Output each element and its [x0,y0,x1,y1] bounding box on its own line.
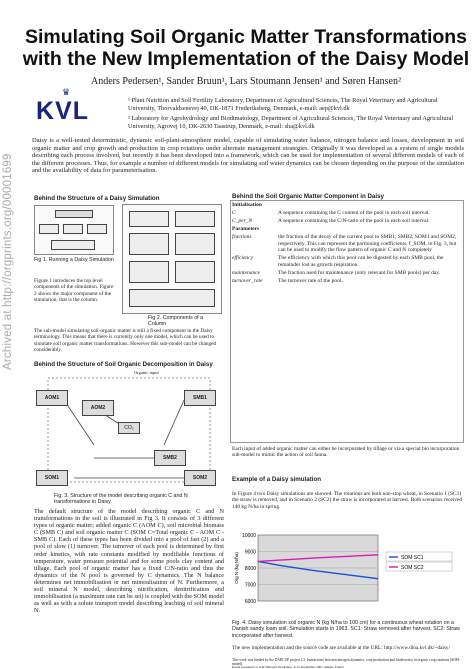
figure-3-caption: Fig. 3. Structure of the model describing organic C and N transformations in Daisy. [54,493,188,506]
params-row [232,270,462,278]
section-heading-example: Example of a Daisy simulation [232,476,322,483]
param-description: The turnover rate of the pool. [278,277,343,284]
title-line-1: Simulating Soil Organic Matter Transformations [24,26,468,48]
param-description: the fraction of the decay of the current pool to SMB1, SMB2, SOM1 and SOM2, respectively. This can represent the partioning coefficients, f_SOM, in Fig. 3, but can be used to modify the flow pattern of organic C and N completely [278,234,457,253]
figure-1-caption: Fig 1. Running a Daisy Simulation [34,257,114,263]
smb1-box: SMB1 [184,390,216,406]
figure-1-text: Figure 1 introduces the top level components of the simulation. Figure 2 shows the major component of the simulation, that is the column. [34,278,114,303]
aom1-box: AOM1 [36,390,68,406]
legend-label: SOM SC1 [401,554,424,561]
aom2-box: AOM2 [82,400,114,416]
params-row [232,255,462,270]
som1-box: SOM1 [36,470,68,486]
y-axis-label: Org N (kg N/ha) [234,552,239,584]
archive-stamp [2,70,16,370]
affiliation-2: ² Laboratory for Agrohydrology and Biodimatology, Department of Agricultural Sciences, The Royal Veterinary and Agricultural University, Agrovej 10, DK-2630 Taastrup, Denmark, e-mail: sha@kvl.dk [128,115,454,130]
submodel-text: The sub-model simulating soil-organic matter is still a fixed component in the Daisy terminology. This means that there is currently only one model, which can be used to simulate soil organic matter transformations. However this sub-model can be changed considerably. [34,328,217,353]
archive-text: Archived at http://orgprints.org/00001699 [2,153,14,370]
poster-title [22,26,470,70]
figure-4-chart [232,531,464,617]
param-description: The fraction used for maintenance (only relevant for SMB pools) per day. [278,269,441,276]
params-group-row [232,202,462,210]
param-name: turnover_rate [232,277,263,284]
param-name: efficiency [232,255,254,261]
param-name: C [232,210,236,216]
abstract: Daisy is a well-tested deterministic, dynamic soil-plant-atmosphere model, capable of simulating water balance, nitrogen balance and losses, development in soil organic matter and crop growth and production in crop rotations under alternate management strategies. Originally it was developed as a system of single models describing each process involved, but recently it has been developed into a framework, which can be used for implementation of several different models of each of the different processes. Thus, for example a number of different models for simulating soil water dynamics can be chosen depending on the purpose of the simulation and the availability of data for parameterisation. [32,137,464,175]
source-url-text: The new implementation and the source code are available at the URL: http://www.dina.kvl.dk/~daisy/ [232,645,451,651]
section-heading-decomposition: Behind the Structure of Soil Organic Decomposition in Daisy [34,361,213,368]
y-tick-label: 7000 [244,582,256,589]
logo-text: KVL [36,97,89,125]
figure-3-diagram [34,370,224,490]
param-description: The efficiency with which this pool can be digested by each SMB pool, the remainder lost as growth respiration. [278,255,444,268]
co2-box: CO₂ [118,422,140,434]
affiliation-1: ¹ Plant Nutrition and Soil Fertility Laboratory, Department of Agricultural Sciences, The Royal Veterinary and Agricultural University, Thorvaldsensvej 40, DK-1871 Frederiksberg, Denmark, e-mail: aep@kvl.dk [128,97,438,112]
figure-3-text: The default structure of the model describing organic C and N transformations in the soil is illustrated in Fig 3. It consists of 3 different types of organic matter; added organic C (AOM C), soil microbial biomass C (SMB C) and soil organic matter C (SOM C=Total organic C - AOM C - SMB C). Each of these types has been divided into a pool of fast (2) and a pool of slow (1) turnover. The turnover of each pool is determined by first order kinetics, with rate constants modified by modifiable functions of temperature, water pressure potential and for some pools clay content and tillage. Each pool of organic matter has a fixed C/N-ratio and thus the dynamics of the N pool is governed by C dynamics. The N balance determines net immobilisation or net mineralisation of N. Furthermore, a soil mineral N model, describing nitrification, denitrification and immobilisation (a maximum rate can be set) is coupled with the SOM model as well as with a solute transport model describing leaching of soil mineral N. [34,508,224,615]
params-table [232,202,462,286]
aom-text: Each input of added organic matter can either be incorporated by tillage or via a special bio incorporation sub-model to mimic the action of soil fauna. [232,446,460,459]
organic-input-label: Organic input [134,370,159,375]
param-name: fractions [232,234,252,240]
params-group-label: Initialisation [232,202,262,208]
som2-box: SOM2 [184,470,216,486]
param-description: A sequence containing the C/N-ratio of the pool in each soil interval. [278,218,430,224]
param-name: C_per_N [232,218,253,224]
y-tick-label: 6000 [244,598,256,605]
smb2-box: SMB2 [154,450,186,466]
params-row [232,218,462,226]
param-name: maintenance [232,269,261,276]
params-group-label: Parameters [232,226,260,232]
funding-note: This work was funded by the DARCOF project I.3: Interactions between nitrogen dynamics, crop production and biodiversity in organic crop rotations (SOM-model). [232,658,461,666]
params-row [232,278,462,286]
section-heading-component: Behind the Soil Organic Matter Component in Daisy [232,193,384,200]
y-tick-label: 9000 [244,549,256,556]
poster-note: Poster presented at 11th Nitrogen Workshop, 9-12 September 2001, Reims, France [232,665,345,669]
crown-icon: ♛ [62,87,71,97]
figure-1-diagram [34,205,114,255]
example-text: In Figure 4 two Daisy simulations are showed. The rotations are both non-stop wheat, in Scenario 1 (SC1) the straw is removed, and in Scenario 2 (SC2) the straw is incorporated at harvest. Both scenarios received 140 kg N/ha in spring. [232,491,463,510]
y-tick-label: 10000 [242,532,256,539]
figure-2-diagram [122,204,222,314]
figure-4-caption: Fig. 4. Daisy simulation soil organic N (kg N/ha to 100 cm) for a continuous wheat rotation on a Danish sandy loam soil. Simulation starts in 1963. SC1: Straw removed after harvest, SC2: Straw incorporated after harvest. [232,620,460,639]
legend-label: SOM SC2 [401,564,424,571]
figure-2-caption: Fig 2. Components of a Column [148,315,204,328]
section-heading-structure: Behind the Structure of a Daisy Simulation [34,195,160,202]
title-line-2: with the New Implementation of the Daisy Model [22,48,470,70]
param-description: A sequence containing the C content of the pool in each soil interval. [278,210,430,216]
kvl-logo [36,87,89,126]
y-tick-label: 8000 [244,565,256,572]
params-group-row [232,226,462,234]
params-row [232,234,462,255]
params-row [232,210,462,218]
authors: Anders Pedersen¹, Sander Bruun¹, Lars Stoumann Jensen¹ and Søren Hansen² [91,76,401,87]
